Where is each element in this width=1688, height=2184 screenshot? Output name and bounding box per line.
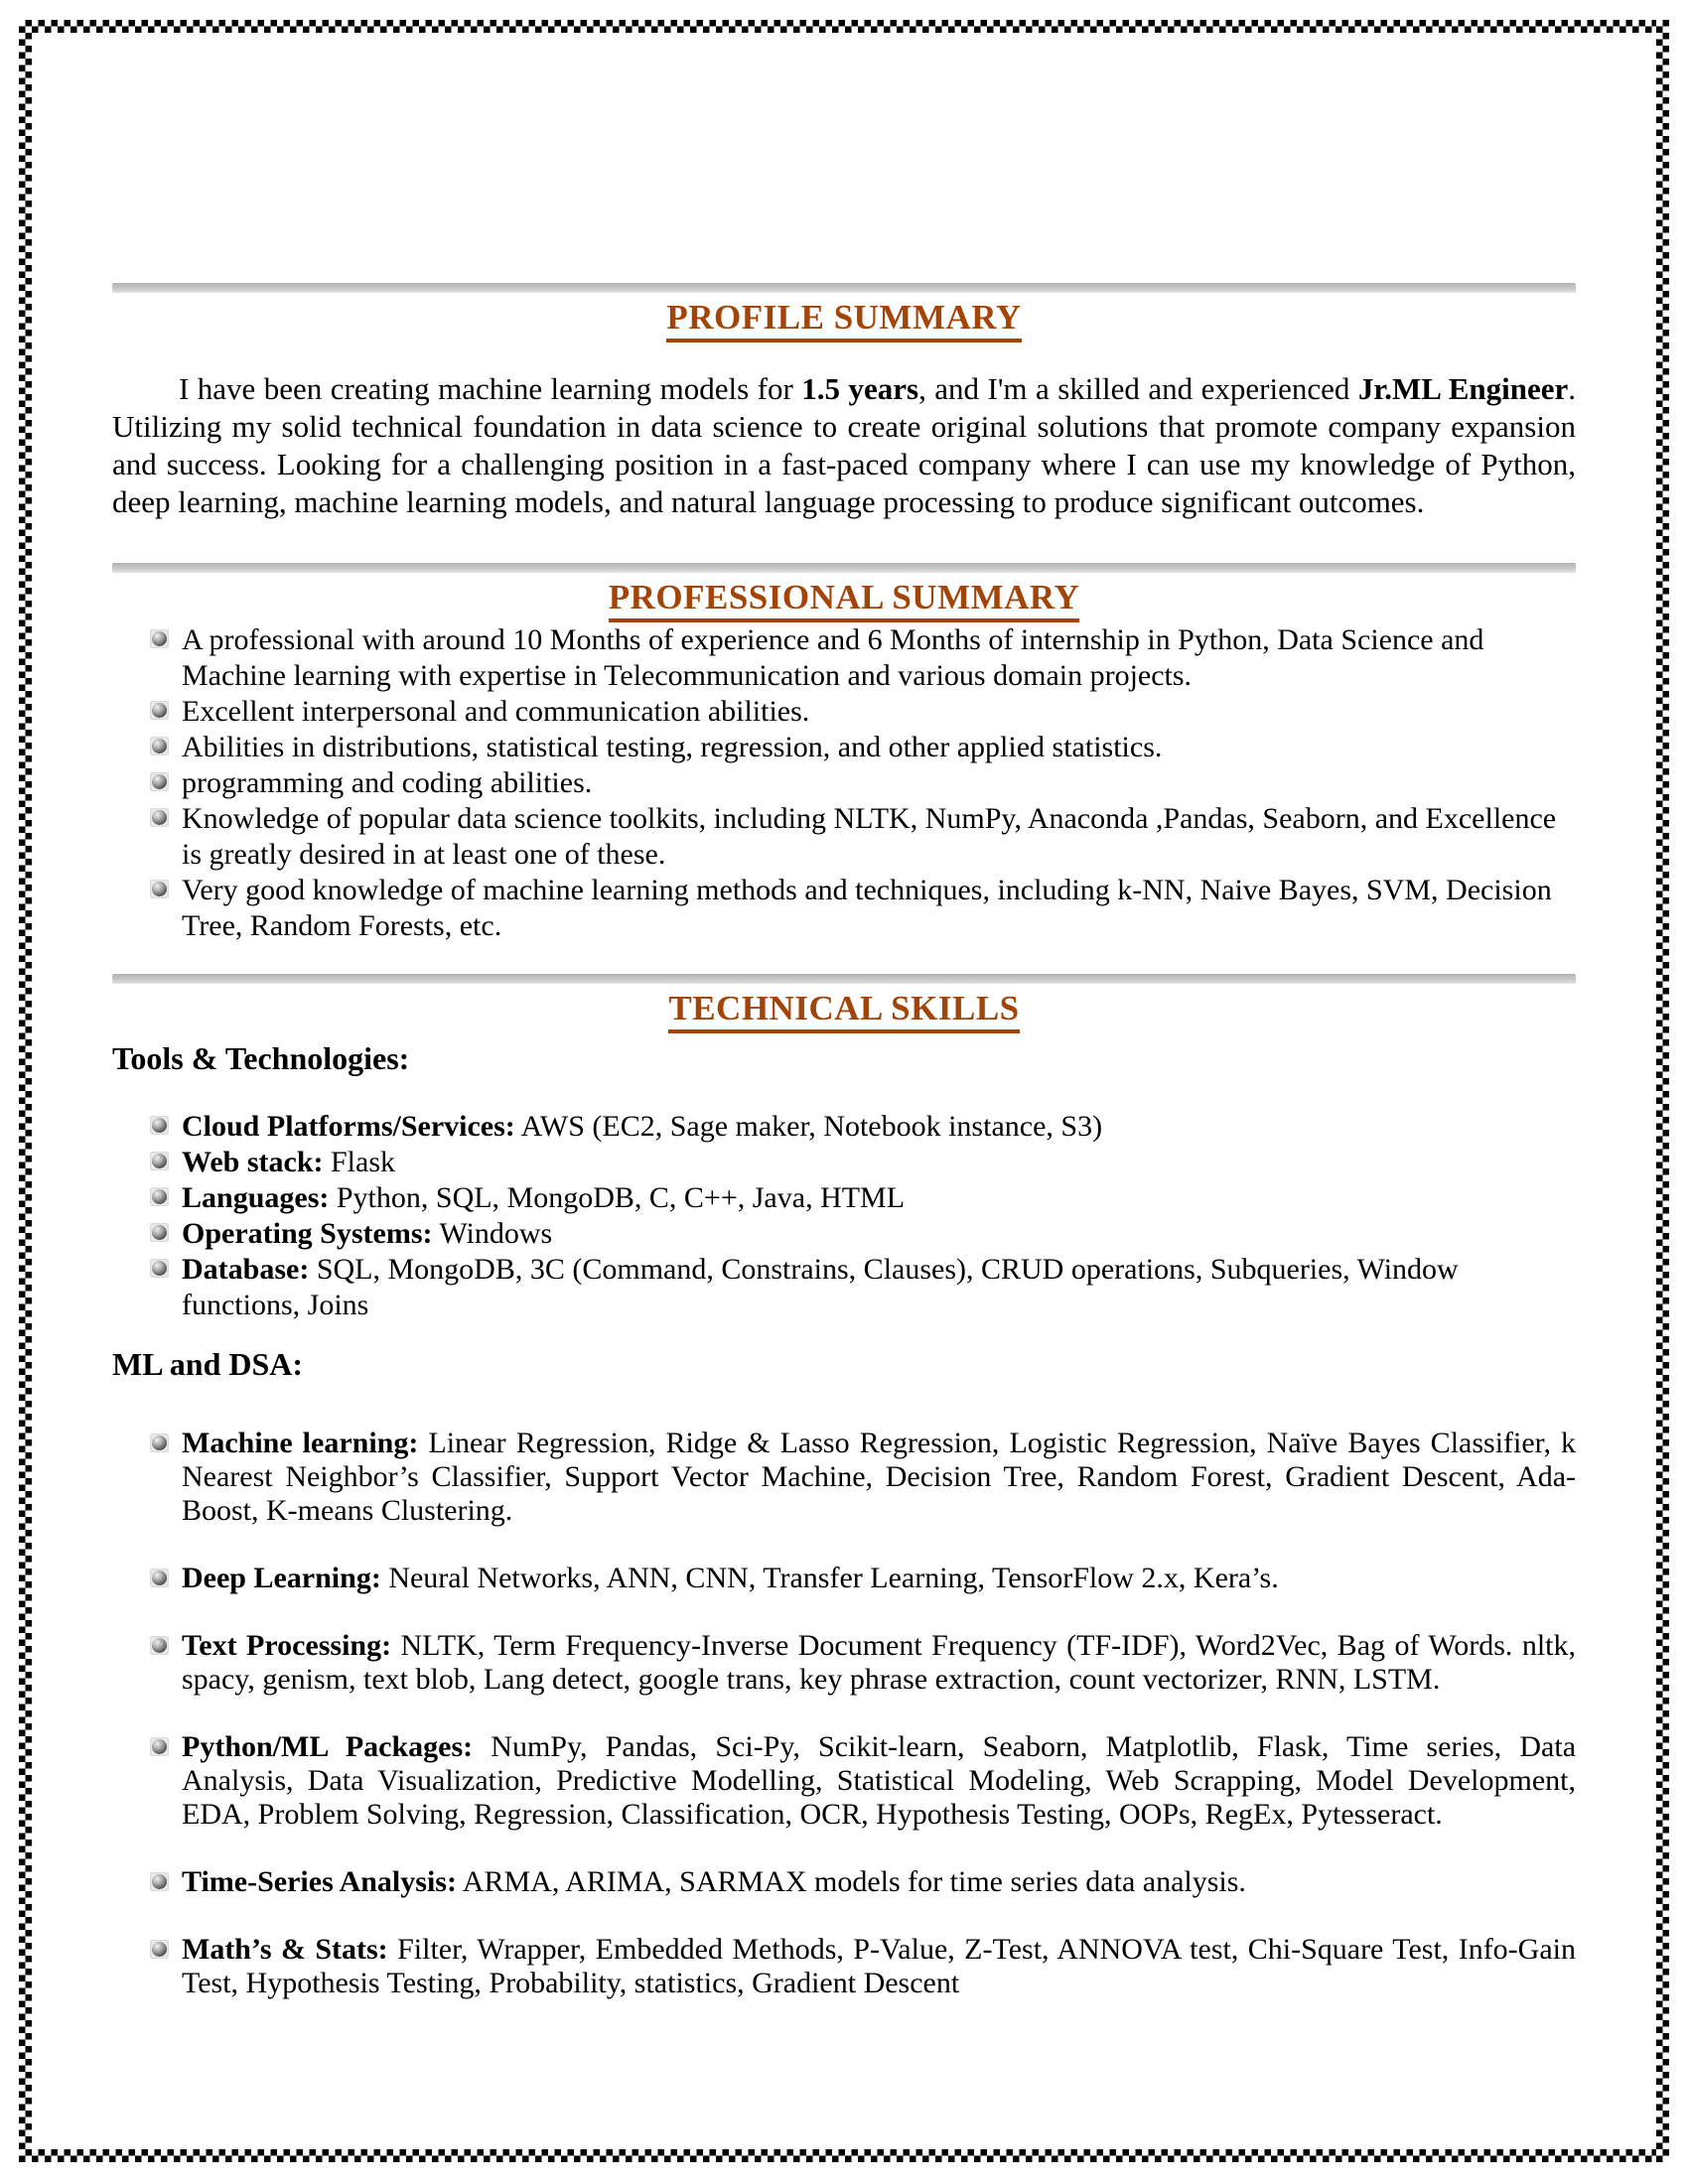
list-item: A professional with around 10 Months of experience and 6 Months of internship in Python, Data Science and Machine learning with expertise in Telecommunication and various domain projects. xyxy=(112,622,1576,694)
sphere-bullet-icon xyxy=(150,1940,169,1959)
list-item: Web stack: Flask xyxy=(112,1145,1576,1180)
sphere-bullet-icon xyxy=(150,1737,169,1756)
professional-summary-list xyxy=(112,622,1576,944)
sphere-bullet-icon xyxy=(150,629,169,648)
group-heading-ml-dsa: ML and DSA: xyxy=(112,1346,304,1382)
sphere-bullet-icon xyxy=(150,1116,169,1135)
bold-text: 1.5 years xyxy=(801,371,919,406)
bullet-label: Web stack: xyxy=(182,1146,324,1178)
bullet-label: Languages: xyxy=(182,1181,330,1214)
text-segment: . Utilizing my solid technical foundation in data science to create original solutions that promote company expansion and success. Looking for a challenging position in a fast-paced company where I can use my knowledge of Python, deep learning, machine learning models, and natural language processing to produce significant outcomes. xyxy=(112,371,1576,519)
section-title-professional-summary: PROFESSIONAL SUMMARY xyxy=(609,579,1080,622)
section-title-technical-skills: TECHNICAL SKILLS xyxy=(668,990,1019,1033)
sphere-bullet-icon xyxy=(150,1433,169,1452)
sphere-bullet-icon xyxy=(150,880,169,898)
list-item: Database: SQL, MongoDB, 3C (Command, Constrains, Clauses), CRUD operations, Subqueries, Window functions, Joins xyxy=(112,1252,1576,1323)
sphere-bullet-icon xyxy=(150,737,169,755)
profile-paragraph xyxy=(112,370,1576,521)
list-item: Text Processing: NLTK, Term Frequency-Inverse Document Frequency (TF-IDF), Word2Vec, Bag of Words. nltk, spacy, genism, text blob, Lang detect, google trans, key phrase extraction, count vectorizer, RNN, LSTM. xyxy=(112,1629,1576,1697)
sphere-bullet-icon xyxy=(150,1223,169,1242)
sphere-bullet-icon xyxy=(150,1187,169,1206)
bullet-label: Machine learning: xyxy=(182,1427,419,1459)
list-item: programming and coding abilities. xyxy=(112,765,1576,801)
tools-technologies-list xyxy=(112,1109,1576,1323)
sphere-bullet-icon xyxy=(150,1636,169,1655)
list-item: Very good knowledge of machine learning methods and techniques, including k-NN, Naive Bayes, SVM, Decision Tree, Random Forests, etc. xyxy=(112,873,1576,944)
bullet-label: Cloud Platforms/Services: xyxy=(182,1110,515,1143)
group-heading-tools-technologies: Tools & Technologies: xyxy=(112,1040,410,1076)
checkered-border-left xyxy=(19,20,32,2162)
sphere-bullet-icon xyxy=(150,701,169,720)
document-content xyxy=(112,283,1576,2000)
sphere-bullet-icon xyxy=(150,808,169,827)
sphere-bullet-icon xyxy=(150,1259,169,1278)
list-item: Deep Learning: Neural Networks, ANN, CNN, Transfer Learning, TensorFlow 2.x, Kera’s. xyxy=(112,1562,1576,1595)
bold-text: Jr.ML Engineer xyxy=(1357,371,1569,406)
ml-dsa-list xyxy=(112,1427,1576,2000)
checkered-border-top xyxy=(19,20,1669,33)
bullet-label: Database: xyxy=(182,1253,310,1286)
section-title-row xyxy=(112,990,1576,1033)
bullet-label: Deep Learning: xyxy=(182,1562,381,1594)
checkered-border-bottom xyxy=(19,2149,1669,2162)
section-divider xyxy=(112,283,1576,293)
list-item: Excellent interpersonal and communication abilities. xyxy=(112,694,1576,730)
bullet-label: Time-Series Analysis: xyxy=(182,1865,457,1898)
section-title-profile-summary: PROFILE SUMMARY xyxy=(666,299,1021,342)
sphere-bullet-icon xyxy=(150,1152,169,1170)
bullet-label: Text Processing: xyxy=(182,1629,392,1662)
list-item: Languages: Python, SQL, MongoDB, C, C++, Java, HTML xyxy=(112,1180,1576,1216)
sphere-bullet-icon xyxy=(150,772,169,791)
section-title-row xyxy=(112,579,1576,622)
sphere-bullet-icon xyxy=(150,1872,169,1891)
list-item: Machine learning: Linear Regression, Ridge & Lasso Regression, Logistic Regression, Naïve Bayes Classifier, k Nearest Neighbor’s Classifier, Support Vector Machine, Decision Tree, Random Forest, Gradient Descent, Ada-Boost, K-means Clustering. xyxy=(112,1427,1576,1528)
sphere-bullet-icon xyxy=(150,1569,169,1587)
list-item: Abilities in distributions, statistical testing, regression, and other applied statistics. xyxy=(112,730,1576,765)
checkered-border-right xyxy=(1656,20,1669,2162)
bullet-label: Python/ML Packages: xyxy=(182,1730,474,1763)
list-item: Time-Series Analysis: ARMA, ARIMA, SARMAX models for time series data analysis. xyxy=(112,1865,1576,1899)
text-segment: , and I'm a skilled and experienced xyxy=(918,371,1358,406)
bullet-label: Math’s & Stats: xyxy=(182,1933,388,1966)
list-item: Python/ML Packages: NumPy, Pandas, Sci-Py, Scikit-learn, Seaborn, Matplotlib, Flask, Time series, Data Analysis, Data Visualization, Predictive Modelling, Statistical Modeling, Web Scrapping, Model Development, EDA, Problem Solving, Regression, Classification, OCR, Hypothesis Testing, OOPs, RegEx, Pytesseract. xyxy=(112,1730,1576,1832)
section-title-row xyxy=(112,299,1576,342)
list-item: Math’s & Stats: Filter, Wrapper, Embedded Methods, P-Value, Z-Test, ANNOVA test, Chi-Square Test, Info-Gain Test, Hypothesis Testing, Probability, statistics, Gradient Descent xyxy=(112,1933,1576,2000)
list-item: Cloud Platforms/Services: AWS (EC2, Sage maker, Notebook instance, S3) xyxy=(112,1109,1576,1145)
section-divider xyxy=(112,974,1576,984)
section-divider xyxy=(112,563,1576,573)
bullet-label: Operating Systems: xyxy=(182,1217,433,1250)
text-segment: I have been creating machine learning models for xyxy=(179,371,802,406)
list-item: Operating Systems: Windows xyxy=(112,1216,1576,1252)
list-item: Knowledge of popular data science toolkits, including NLTK, NumPy, Anaconda ,Pandas, Seaborn, and Excellence is greatly desired in at least one of these. xyxy=(112,801,1576,873)
